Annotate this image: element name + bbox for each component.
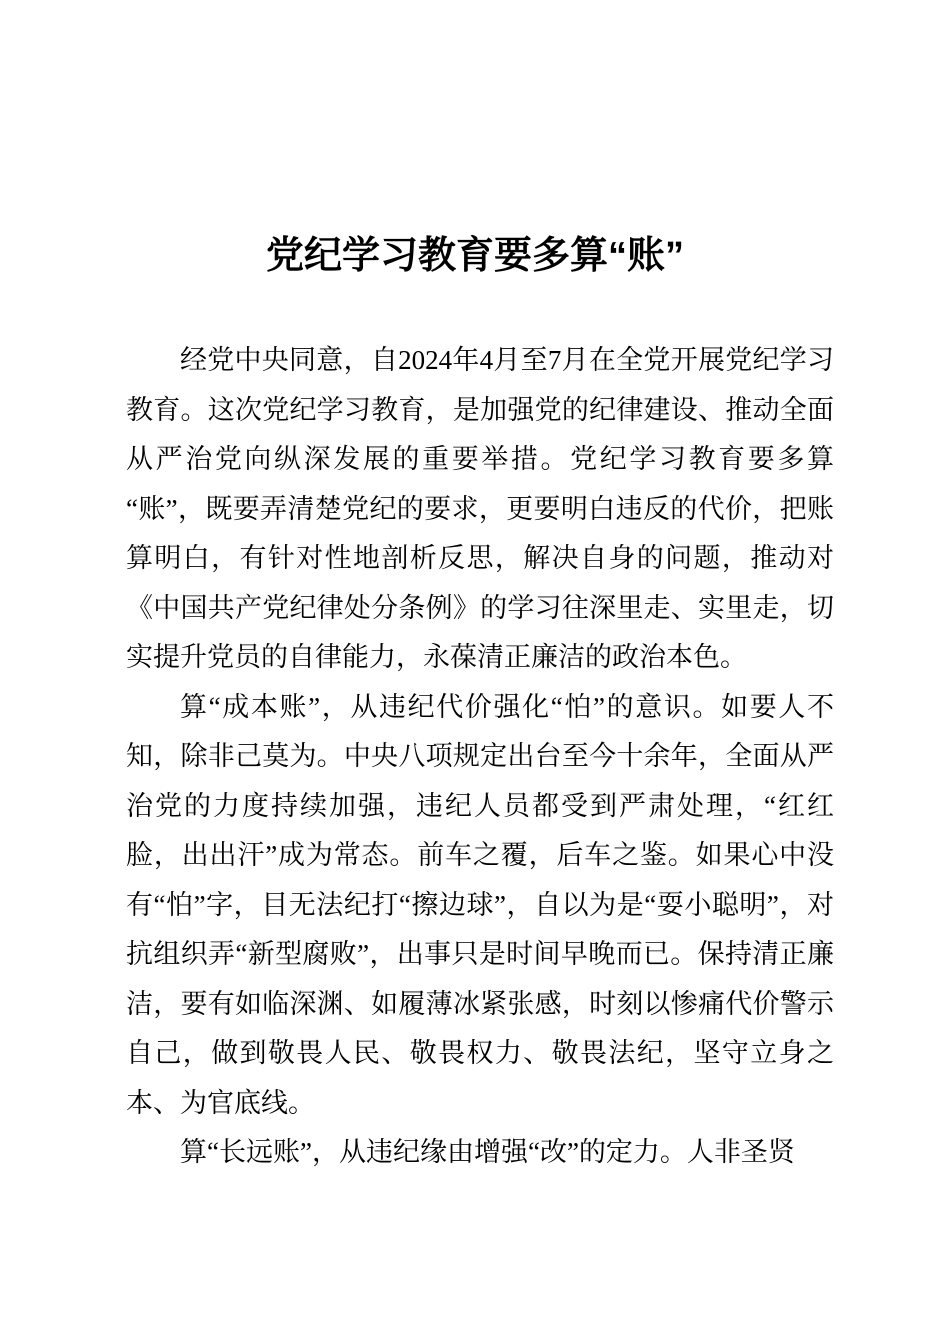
paragraph: 算“长远账”，从违纪缘由增强“改”的定力。人非圣贤 — [180, 1137, 795, 1167]
paragraph: 算“成本账”，从违纪代价强化“怕”的意识。如要人不知，除非己莫为。中央八项规定出台至今十余年，全面从严治党的力度持续加强，违纪人员都受到严肃处理，“红红脸，出出汗”成为常态。前车之覆，后车之鉴。如果心中没有“怕”字，目无法纪打“擦边球”，自以为是“耍小聪明”，对抗组织弄“新型腐败”，出事只是时间早晚而已。保持清正廉洁，要有如临深渊、如履薄冰紧张感，时刻以惨痛代价警示自己，做到敬畏人民、敬畏权力、敬畏法纪，坚守立身之本、为官底线。 — [126, 691, 834, 1118]
document-title: 党纪学习教育要多算“账” — [265, 235, 684, 277]
document-body — [126, 336, 834, 1178]
paragraph: 经党中央同意，自2024年4月至7月在全党开展党纪学习教育。这次党纪学习教育，是加强党的纪律建设、推动全面从严治党向纵深发展的重要举措。党纪学习教育要多算“账”，既要弄清楚党纪的要求，更要明白违反的代价，把账算明白，有针对性地剖析反思，解决自身的问题，推动对《中国共产党纪律处分条例》的学习往深里走、实里走，切实提升党员的自律能力，永葆清正廉洁的政治本色。 — [126, 345, 834, 672]
